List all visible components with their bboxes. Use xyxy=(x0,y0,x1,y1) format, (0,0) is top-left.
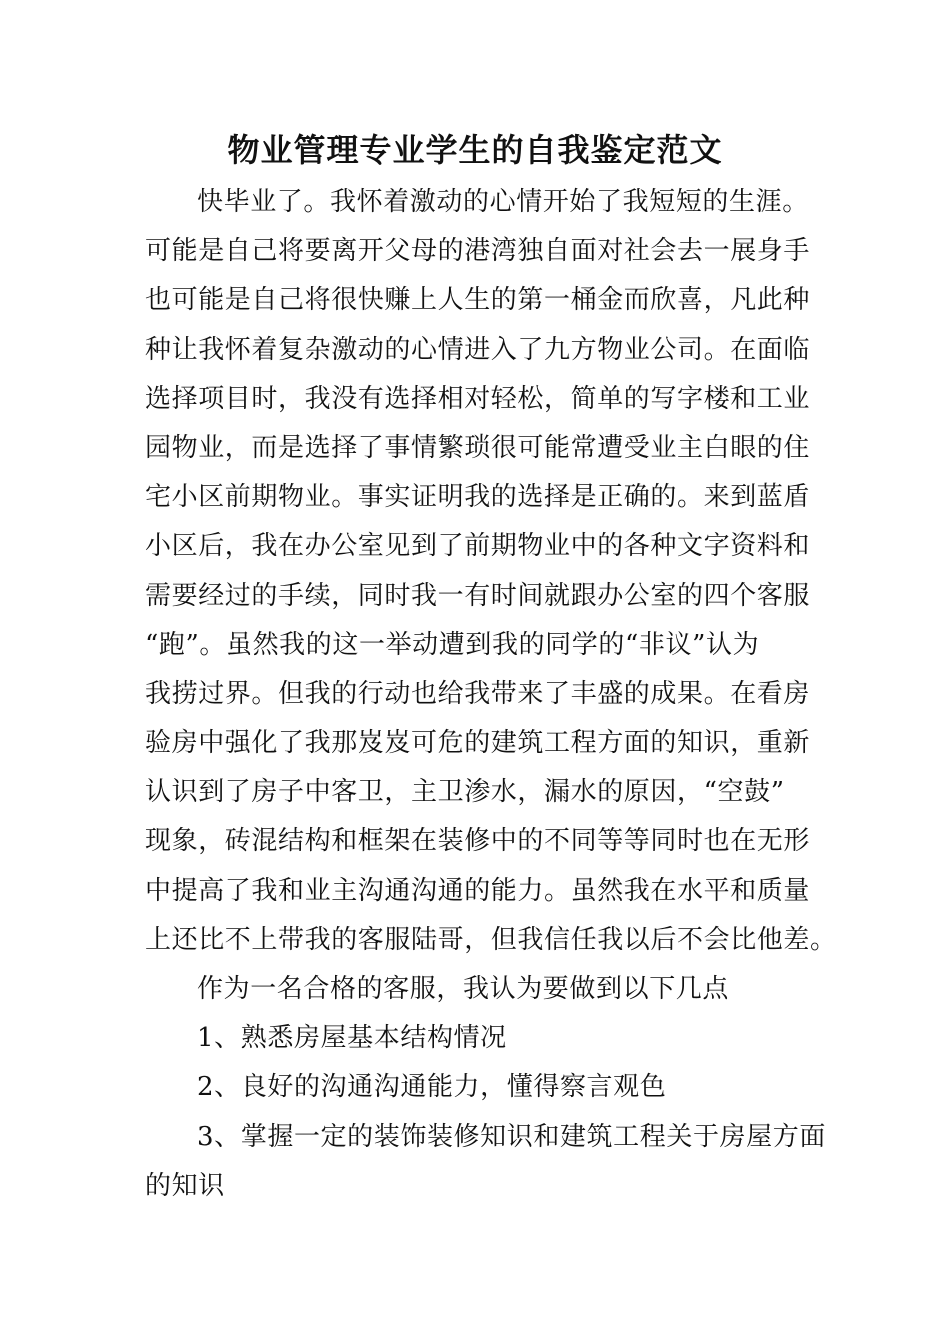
paragraph-line: 可能是自己将要离开父母的港湾独自面对社会去一展身手 xyxy=(145,236,811,267)
paragraph-line: 小区后，我在办公室见到了前期物业中的各种文字资料和 xyxy=(145,531,811,562)
paragraph-line: 宅小区前期物业。事实证明我的选择是正确的。来到蓝盾 xyxy=(145,482,811,513)
list-item: 1、熟悉房屋基本结构情况 xyxy=(197,1023,507,1054)
paragraph-line: 园物业，而是选择了事情繁琐很可能常遭受业主白眼的住 xyxy=(145,432,811,463)
paragraph-line: 需要经过的手续，同时我一有时间就跟办公室的四个客服 xyxy=(145,580,811,611)
paragraph-line: “跑”。虽然我的这一举动遭到我的同学的“非议”认为 xyxy=(145,629,760,660)
paragraph-line: 选择项目时，我没有选择相对轻松，简单的写字楼和工业 xyxy=(145,383,811,414)
paragraph-line: 我捞过界。但我的行动也给我带来了丰盛的成果。在看房 xyxy=(145,678,811,709)
paragraph-line: 认识到了房子中客卫，主卫渗水，漏水的原因，“空鼓” xyxy=(145,777,785,808)
paragraph-line: 现象，砖混结构和框架在装修中的不同等等同时也在无形 xyxy=(145,826,811,857)
paragraph-line: 种让我怀着复杂激动的心情进入了九方物业公司。在面临 xyxy=(145,334,811,365)
paragraph-line: 快毕业了。我怀着激动的心情开始了我短短的生涯。 xyxy=(197,187,809,217)
list-item: 3、掌握一定的装饰装修知识和建筑工程关于房屋方面 xyxy=(197,1121,826,1152)
list-item-continuation: 的知识 xyxy=(145,1170,225,1201)
list-item: 2、良好的沟通沟通能力，懂得察言观色 xyxy=(197,1072,667,1103)
paragraph-line: 作为一名合格的客服，我认为要做到以下几点 xyxy=(197,974,730,1004)
document-title: 物业管理专业学生的自我鉴定范文 xyxy=(227,131,723,169)
paragraph-line: 中提高了我和业主沟通沟通的能力。虽然我在水平和质量 xyxy=(145,875,811,906)
paragraph-line: 验房中强化了我那岌岌可危的建筑工程方面的知识，重新 xyxy=(145,728,811,759)
document-body xyxy=(145,178,837,1211)
paragraph-line: 上还比不上带我的客服陆哥，但我信任我以后不会比他差。 xyxy=(145,924,837,955)
paragraph-line: 也可能是自己将很快赚上人生的第一桶金而欣喜，凡此种 xyxy=(145,285,811,316)
